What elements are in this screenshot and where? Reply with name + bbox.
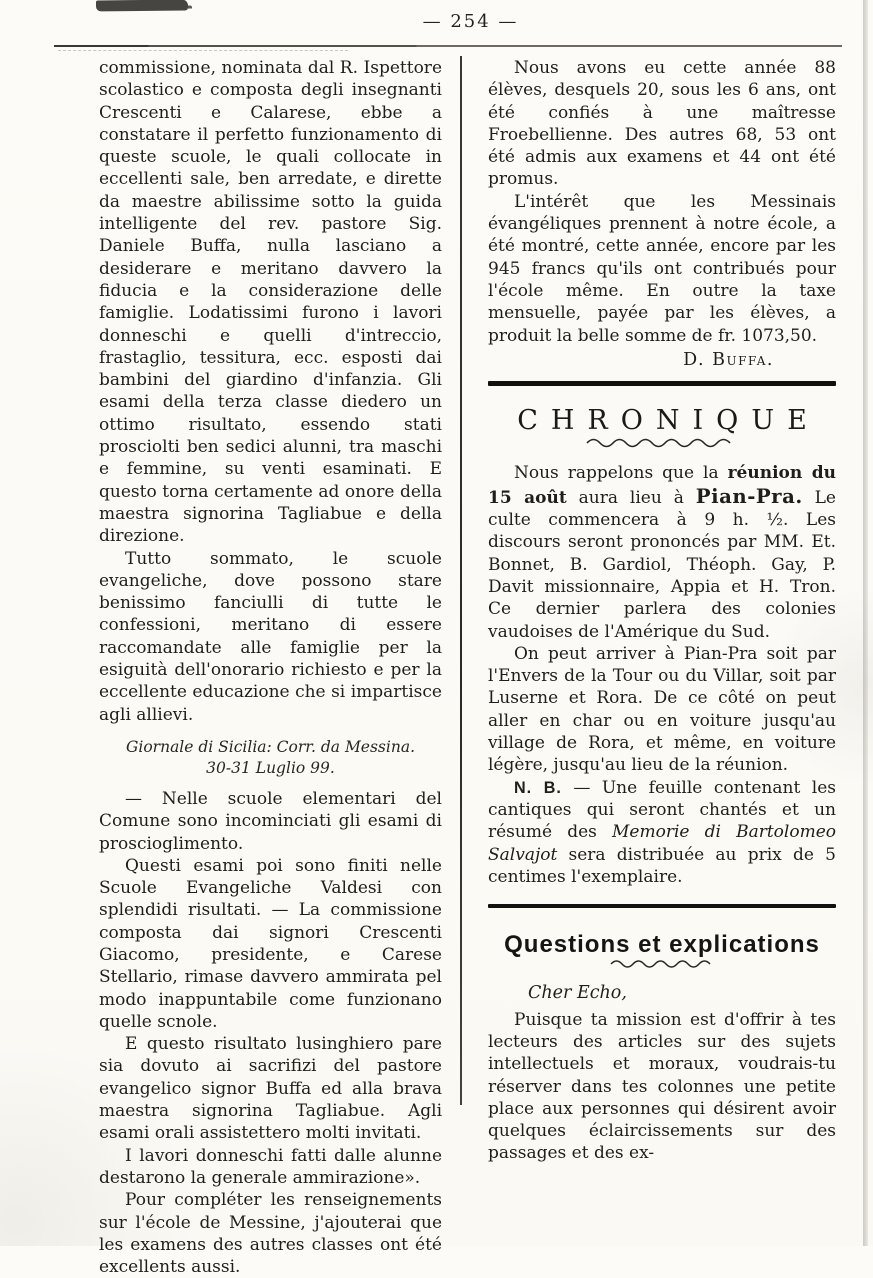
squiggle-divider xyxy=(488,958,836,968)
attribution-date: 30-31 Luglio 99. xyxy=(206,758,335,777)
paragraph: commissione, nominata dal R. Ispettore scolastico e composta degli insegnanti Crescenti e Calarese, ebbe a constatare il perfetto funzionamento di queste scuole, le quali collocate in eccellenti sale, ben arredate, e dirette da maestre abilissime sotto la guida intelligente del rev. pastore Sig. Daniele Buffa, nulla lasciano a desiderare e meritano davvero la fiducia e la considerazione delle famiglie. Lodatissimi furono i lavori donneschi e quelli d'intreccio, frastaglio, tessitura, ecc. esposti dai bambini del giardino d'infanzia. Gli esami della terza classe diedero un ottimo risultato, essendo stati prosciolti ben sedici alunni, tra maschi e femmine, su venti esaminati. E questo torna certamente ad onore della maestra signorina Tagliabue e della direzione. xyxy=(99,58,442,547)
left-column xyxy=(99,57,442,1278)
paragraph: N. B. — Une feuille contenant les cantiques qui seront chantés et un résumé des Memorie di Bartolomeo Salvajot sera distribuée au prix de 5 centimes l'exemplaire. xyxy=(488,777,836,887)
squiggle-icon xyxy=(584,436,740,448)
paragraph: Puisque ta mission est d'offrir à tes lecteurs des articles sur des sujets intellectuels et moraux, voudrais-tu réserver dans tes colonnes une petite place aux personnes qui désirent avoir quelques éclaircissements sur des passages et des ex- xyxy=(488,1009,836,1164)
section-title-chronique: CHRONIQUE xyxy=(517,405,820,437)
squiggle-icon xyxy=(608,958,716,968)
salutation: Cher Echo, xyxy=(528,983,627,1004)
paragraph: Tutto sommato, le scuole evangeliche, dove possono stare benissimo fanciulli di tutte le confessioni, meritano di essere raccomandate alle famiglie per la esiguità dell'onorario richiesto e per la eccellente educazione che si impartisce agli allievi. xyxy=(99,548,442,725)
page-number: — 254 — xyxy=(422,11,519,32)
paragraph: I lavori donneschi fatti dalle alunne destarono la generale ammirazione». xyxy=(99,1145,442,1188)
paragraph: On peut arriver à Pian-Pra soit par l'Envers de la Tour ou du Villar, soit par Luserne et Rora. De ce côté on peut aller en char ou en voiture jusqu'au village de Rora, et même, en voiture légère, jusqu'au lieu de la réunion. xyxy=(488,643,836,776)
scan-artifact-line xyxy=(58,50,348,51)
ink-smudge-artifact xyxy=(96,0,188,11)
section-title-questions: Questions et explications xyxy=(504,931,820,959)
paragraph: L'intérêt que les Messinais évangéliques prennent à notre école, a été montré, cette année, encore par les 945 francs qu'ils ont contribués pour l'école même. En outre la taxe mensuelle, payée par les élèves, a produit la belle somme de fr. 1073,50. xyxy=(488,191,836,346)
paragraph: Nous avons eu cette année 88 élèves, desquels 20, sous les 6 ans, ont été confiés à une maîtresse Froebellienne. Des autres 68, 53 ont été admis aux examens et 44 ont été promus. xyxy=(488,58,836,190)
attribution-source: Giornale di Sicilia: Corr. da Messina. xyxy=(126,737,415,756)
source-attribution xyxy=(99,737,442,779)
scan-edge-line xyxy=(863,0,868,1246)
paragraph: Questi esami poi sono finiti nelle Scuole Evangeliche Valdesi con splendidi risultati. — La commissione composta dai signori Crescenti Giacomo, presidente, e Carese Stellario, rimase davvero ammirata pel modo inappuntabile come funzionano quelle scnole. xyxy=(99,855,442,1032)
right-column xyxy=(488,57,836,1165)
section-rule xyxy=(488,381,836,386)
paragraph: — Nelle scuole elementari del Comune sono incominciati gli esami di proscioglimento. xyxy=(99,788,442,854)
header-rule xyxy=(54,45,842,47)
signature: D. Buffa. xyxy=(683,349,774,370)
squiggle-divider xyxy=(488,436,836,448)
paragraph: Pour compléter les renseignements sur l'école de Messine, j'ajouterai que les examens des autres classes ont été excellents aussi. xyxy=(99,1190,442,1278)
section-rule xyxy=(488,904,836,908)
column-divider xyxy=(460,56,462,1105)
paragraph: E questo risultato lusinghiero pare sia dovuto ai sacrifizi del pastore evangelico signor Buffa ed alla brava maestra signorina Tagliabue. Agli esami orali assistettero molti invitati. xyxy=(99,1034,442,1144)
paragraph: Nous rappelons que la réunion du 15 août aura lieu à Pian-Pra. Le culte commencera à 9 h. ½. Les discours seront prononcés par MM. Et. Bonnet, B. Gardiol, Théoph. Gay, P. Davit missionnaire, Appia et H. Tron. Ce dernier parlera des colonies vaudoises de l'Amérique du Sud. xyxy=(488,463,836,642)
